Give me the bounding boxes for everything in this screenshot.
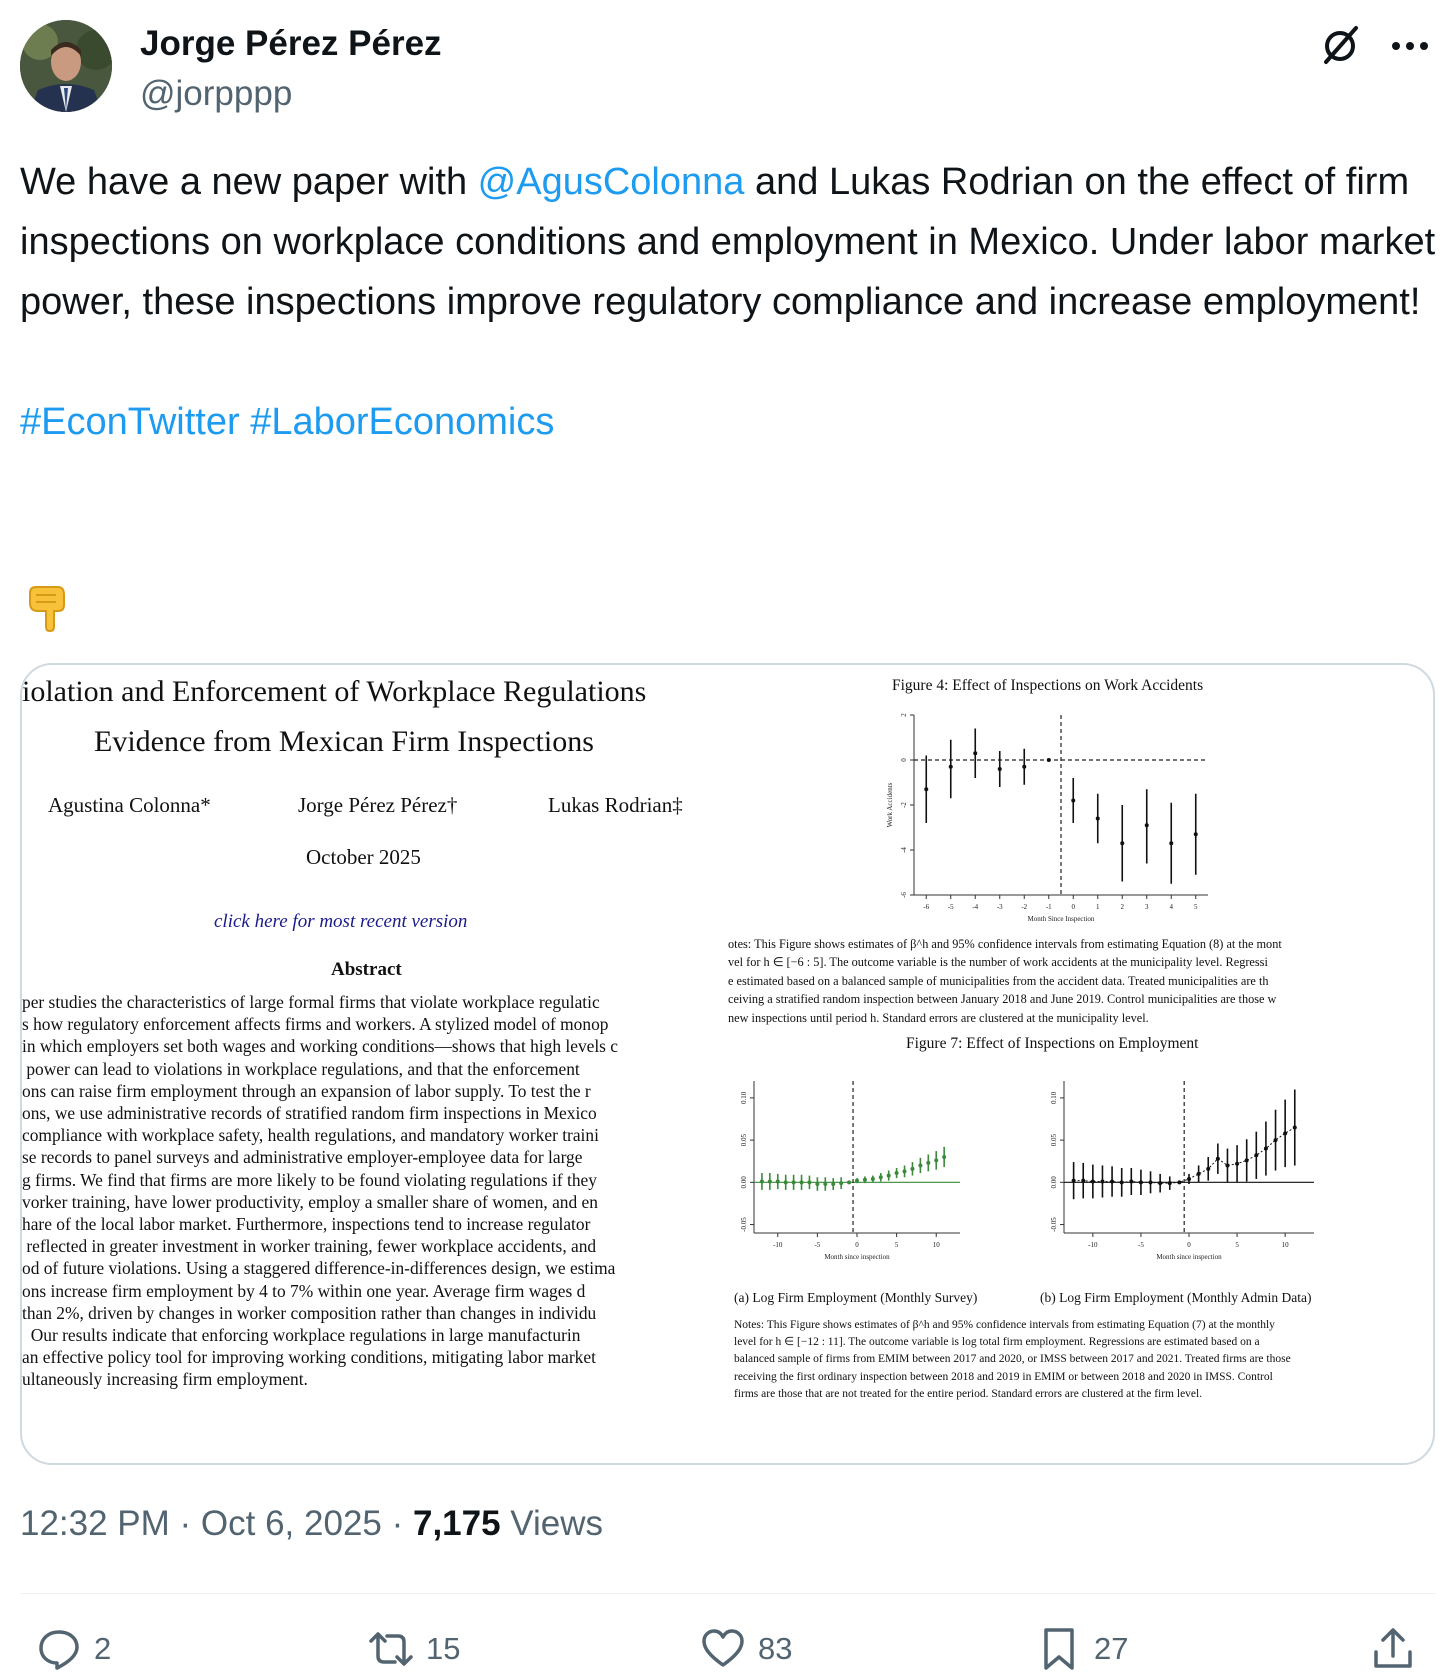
abstract-line: in which employers set both wages and working conditions—shows that high levels c xyxy=(22,1036,619,1057)
figure-note-line: receiving the first ordinary inspection between 2018 and 2019 in EMIM or between 2018 and 2020 in IMSS. Control xyxy=(734,1370,1273,1383)
abstract-heading: Abstract xyxy=(331,959,402,980)
figure7a-caption: (a) Log Firm Employment (Monthly Survey) xyxy=(734,1290,978,1305)
figure7b-caption: (b) Log Firm Employment (Monthly Admin Data) xyxy=(1040,1290,1312,1305)
tweet-metadata xyxy=(20,1504,603,1544)
data-point xyxy=(800,1180,804,1184)
abstract-line: power can lead to violations in workplace regulations, and that the enforcement xyxy=(22,1058,580,1079)
y-tick-label: -0.05 xyxy=(1050,1217,1058,1232)
data-point xyxy=(1194,832,1198,836)
data-point xyxy=(918,1163,922,1167)
tweet-text-part: We have a new paper with xyxy=(20,161,478,203)
author-handle[interactable]: @jorpppp xyxy=(140,74,293,113)
abstract-line: reflected in greater investment in worker training, fewer workplace accidents, and xyxy=(22,1236,597,1257)
x-tick-label: 2 xyxy=(1120,903,1124,911)
y-tick-label: 0 xyxy=(900,758,908,762)
views-count: 7,175 xyxy=(412,1504,501,1543)
abstract-line: than 2%, driven by changes in worker composition rather than changes in individu xyxy=(22,1302,597,1323)
avatar[interactable] xyxy=(20,20,112,112)
data-point xyxy=(831,1182,835,1186)
heart-icon xyxy=(700,1626,746,1672)
tweet-text-part: and Lukas Rodrian on the effect of firm inspections on workplace conditions and employment in Mexico. Under labor market power, these inspections improve regulatory compliance and increase employment! xyxy=(20,161,1446,323)
x-tick-label: 5 xyxy=(1194,903,1198,911)
y-tick-label: -6 xyxy=(900,892,908,898)
reply-count: 2 xyxy=(94,1631,112,1666)
paper-title-line1: iolation and Enforcement of Workplace Regulations xyxy=(22,675,647,708)
figure4-title: Figure 4: Effect of Inspections on Work Accidents xyxy=(892,677,1204,694)
y-tick-label: 0.05 xyxy=(740,1133,748,1147)
data-point xyxy=(776,1179,780,1183)
data-point xyxy=(871,1177,875,1181)
x-tick-label: 5 xyxy=(894,1241,899,1249)
abstract-line: g firms. We find that firms are more likely to be found violating regulations if they xyxy=(22,1169,597,1190)
data-point xyxy=(807,1180,811,1184)
data-point xyxy=(823,1182,827,1186)
abstract-line: per studies the characteristics of large formal firms that violate workplace regulatic xyxy=(22,992,600,1012)
data-point xyxy=(895,1171,899,1175)
x-axis-label: Month since inspection xyxy=(824,1253,890,1261)
reply-icon xyxy=(36,1626,82,1672)
data-point xyxy=(855,1179,859,1183)
hashtags[interactable]: #EconTwitter #LaborEconomics xyxy=(20,401,555,443)
data-point xyxy=(1071,799,1075,803)
x-tick-label: -5 xyxy=(947,903,954,911)
data-point xyxy=(839,1181,843,1185)
bookmark-icon xyxy=(1036,1626,1082,1672)
like-count: 83 xyxy=(758,1631,793,1666)
x-tick-label: -10 xyxy=(1088,1241,1098,1249)
tweet-text xyxy=(20,152,1446,452)
paper-author: Jorge Pérez Pérez† xyxy=(298,793,458,817)
more-options-icon[interactable] xyxy=(1388,24,1432,68)
x-tick-label: -10 xyxy=(773,1241,783,1249)
abstract-line: compliance with workplace safety, health regulations, and mandatory worker traini xyxy=(22,1125,599,1146)
figure7a-chart xyxy=(724,1061,1034,1281)
data-point xyxy=(998,767,1002,771)
data-point xyxy=(879,1175,883,1179)
data-point xyxy=(1145,823,1149,827)
abstract-line: s how regulatory enforcement affects firms and workers. A stylized model of monop xyxy=(22,1014,609,1035)
abstract-line: Our results indicate that enforcing workplace regulations in large manufacturin xyxy=(22,1325,581,1346)
figure7-notes xyxy=(734,1317,1424,1403)
y-tick-label: -2 xyxy=(900,802,908,808)
figure-note-line: firms are those that are not treated for the entire period. Standard errors are clustered at the firm level. xyxy=(734,1387,1203,1400)
repost-icon xyxy=(368,1626,414,1672)
figure4-chart xyxy=(882,705,1322,935)
data-point xyxy=(1047,758,1051,762)
data-point xyxy=(926,1161,930,1165)
mention-link[interactable]: @AgusColonna xyxy=(477,161,745,203)
x-tick-label: -1 xyxy=(1045,903,1052,911)
abstract-body xyxy=(22,991,722,1391)
x-tick-label: 0 xyxy=(1187,1241,1191,1249)
figure-note-line: new inspections until period h. Standard errors are clustered at the municipality level. xyxy=(728,1010,1149,1025)
data-point xyxy=(768,1179,772,1183)
abstract-line: od of future violations. Using a staggered difference-in-differences design, we estima xyxy=(22,1258,616,1279)
x-tick-label: -6 xyxy=(923,903,930,911)
x-tick-label: -5 xyxy=(1138,1241,1144,1249)
x-tick-label: 1 xyxy=(1096,903,1100,911)
x-tick-label: -5 xyxy=(814,1241,821,1249)
data-point xyxy=(1245,1158,1249,1162)
data-point xyxy=(784,1180,788,1184)
figure-note-line: e estimated based on a balanced sample of municipalities from the accident data. Treated municipalities are th xyxy=(728,973,1269,988)
figure-note-line: balanced sample of firms from EMIM between 2017 and 2020, or IMSS between 2017 and 2021. Treated firms are those xyxy=(734,1353,1291,1366)
share-icon xyxy=(1370,1626,1416,1672)
views-label: Views xyxy=(500,1504,604,1543)
bookmark-count: 27 xyxy=(1094,1631,1129,1666)
bookmark-button[interactable] xyxy=(1036,1624,1128,1674)
x-tick-label: -4 xyxy=(972,903,979,911)
reply-button[interactable] xyxy=(36,1624,111,1674)
pointing-down-emoji-icon xyxy=(26,583,70,633)
repost-button[interactable] xyxy=(368,1624,460,1674)
paper-version-link: click here for most recent version xyxy=(214,911,468,932)
data-point xyxy=(760,1179,764,1183)
paper-author: Lukas Rodrian‡ xyxy=(548,793,683,817)
abstract-line: ons, we use administrative records of stratified random firm inspections in Mexico xyxy=(22,1103,597,1124)
y-tick-label: 0.05 xyxy=(1050,1133,1058,1147)
abstract-line: hare of the local labor market. Furthermore, inspections tend to increase regulator xyxy=(22,1214,591,1235)
abstract-line: ultaneously increasing firm employment. xyxy=(22,1369,308,1390)
figure4-notes xyxy=(728,935,1428,1027)
y-axis-label: Work Accidents xyxy=(886,782,894,828)
figure-note-line: vel for h ∈ [−6 : 5]. The outcome variable is the number of work accidents at the municipality level. Regressi xyxy=(728,955,1268,970)
share-button[interactable] xyxy=(1370,1624,1416,1674)
data-point xyxy=(815,1182,819,1186)
abstract-line: se records to panel surveys and administrative employer-employee data for large xyxy=(22,1147,583,1168)
author-name[interactable]: Jorge Pérez Pérez xyxy=(140,24,442,63)
separator: · xyxy=(381,1504,413,1543)
data-point xyxy=(847,1180,851,1184)
data-point xyxy=(934,1158,938,1162)
x-tick-label: 5 xyxy=(1235,1241,1239,1249)
data-point xyxy=(863,1178,867,1182)
abstract-line: ons can raise firm employment through an expansion of labor supply. To test the r xyxy=(22,1080,591,1101)
like-button[interactable] xyxy=(700,1624,792,1674)
data-point xyxy=(949,765,953,769)
y-tick-label: 0.00 xyxy=(1050,1176,1058,1189)
x-axis-label: Month Since Inspection xyxy=(1027,915,1095,923)
separator: · xyxy=(169,1504,201,1543)
x-tick-label: 10 xyxy=(1281,1241,1289,1249)
x-tick-label: -2 xyxy=(1021,903,1028,911)
data-point xyxy=(942,1155,946,1159)
y-tick-label: 0.10 xyxy=(740,1091,748,1105)
x-tick-label: -3 xyxy=(996,903,1003,911)
x-tick-label: 4 xyxy=(1169,903,1173,911)
abstract-line: ons increase firm employment by 4 to 7% within one year. Average firm wages d xyxy=(22,1280,586,1301)
x-tick-label: 0 xyxy=(1071,903,1075,911)
data-point xyxy=(1120,841,1124,845)
paper-title-line2: Evidence from Mexican Firm Inspections xyxy=(94,725,594,758)
abstract-line: an effective policy tool for improving working conditions, mitigating labor market xyxy=(22,1347,596,1368)
y-tick-label: -0.05 xyxy=(740,1217,748,1232)
data-point xyxy=(924,787,928,791)
data-point xyxy=(910,1167,914,1171)
tweet-image[interactable] xyxy=(20,663,1435,1465)
repost-count: 15 xyxy=(426,1631,461,1666)
x-axis-label: Month since inspection xyxy=(1156,1253,1222,1261)
paper-date: October 2025 xyxy=(306,845,421,869)
x-tick-label: 3 xyxy=(1145,903,1149,911)
data-point xyxy=(792,1180,796,1184)
data-point xyxy=(1169,841,1173,845)
y-tick-label: -4 xyxy=(900,847,908,853)
figure-note-line: Notes: This Figure shows estimates of β^h and 95% confidence intervals from estimating Equation (7) at the monthly xyxy=(734,1319,1275,1331)
x-tick-label: 10 xyxy=(932,1241,940,1249)
figure7-title: Figure 7: Effect of Inspections on Employment xyxy=(906,1035,1199,1052)
tweet-time[interactable]: 12:32 PM xyxy=(20,1504,170,1543)
data-point xyxy=(1022,765,1026,769)
x-tick-label: 0 xyxy=(855,1241,859,1249)
y-tick-label: 0.10 xyxy=(1050,1091,1058,1105)
y-tick-label: 0.00 xyxy=(740,1176,748,1189)
divider xyxy=(20,1593,1436,1594)
data-point xyxy=(973,751,977,755)
y-tick-label: 2 xyxy=(900,713,908,717)
paper-author: Agustina Colonna* xyxy=(48,793,211,817)
figure-note-line: level for h ∈ [−12 : 11]. The outcome variable is log total firm employment. Regressions are estimated based on a xyxy=(734,1336,1260,1349)
abstract-line: vorker training, have lower productivity, employ a smaller share of women, and en xyxy=(22,1191,598,1212)
tweet-date[interactable]: Oct 6, 2025 xyxy=(200,1504,382,1543)
figure7b-chart xyxy=(1032,1061,1372,1281)
figure-note-line: ceiving a stratified random inspection between January 2018 and June 2019. Control municipalities are those w xyxy=(728,992,1277,1007)
grok-icon[interactable] xyxy=(1318,24,1362,68)
data-point xyxy=(1197,1172,1201,1176)
data-point xyxy=(1096,817,1100,821)
data-point xyxy=(903,1169,907,1173)
figure-note-line: otes: This Figure shows estimates of β^h and 95% confidence intervals from estimating Equation (8) at the mont xyxy=(728,937,1282,951)
data-point xyxy=(887,1174,891,1178)
